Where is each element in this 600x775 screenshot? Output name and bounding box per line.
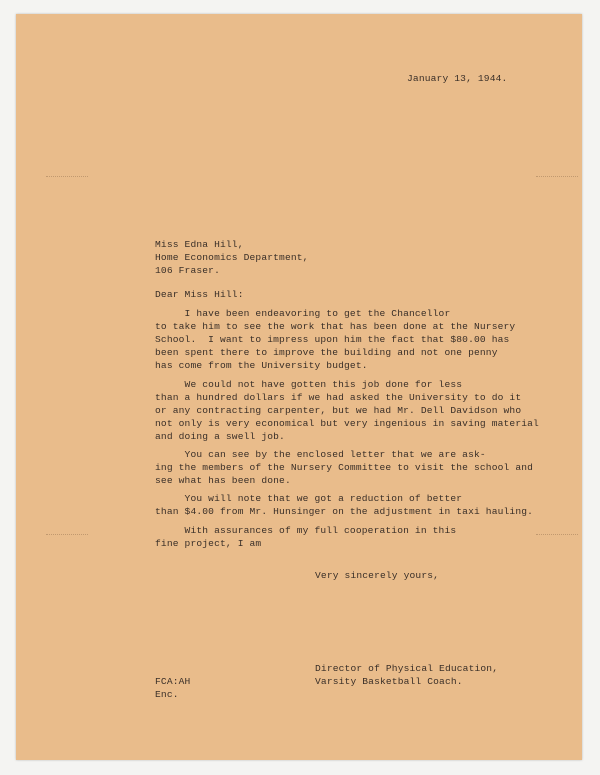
body-line: You can see by the enclosed letter that we are ask- — [155, 449, 486, 460]
margin-mark — [536, 176, 578, 178]
body-line: We could not have gotten this job done for less — [155, 379, 463, 390]
body-line: has come from the University budget. — [155, 360, 368, 371]
signature-title: Director of Physical Education, — [315, 663, 499, 674]
reference-initials: FCA:AH — [155, 676, 191, 687]
body-line: You will note that we got a reduction of better — [155, 493, 463, 504]
body-line: I have been endeavoring to get the Chancellor — [155, 308, 451, 319]
signature-title: Varsity Basketball Coach. — [315, 676, 463, 687]
body-line: and doing a swell job. — [155, 431, 285, 442]
body-line: School. I want to impress upon him the fact that $80.00 has — [155, 334, 510, 345]
recipient-line: Home Economics Department, — [155, 252, 309, 263]
body-line: With assurances of my full cooperation in this — [155, 525, 457, 536]
body-line: see what has been done. — [155, 475, 291, 486]
body-line: not only is very economical but very ingenious in saving material — [155, 418, 539, 429]
recipient-line: Miss Edna Hill, — [155, 239, 244, 250]
body-line: been spent there to improve the building and not one penny — [155, 347, 498, 358]
margin-mark — [46, 176, 88, 178]
recipient-line: 106 Fraser. — [155, 265, 220, 276]
enclosure-note: Enc. — [155, 689, 179, 700]
letter-date: January 13, 1944. — [407, 73, 508, 84]
body-line: fine project, I am — [155, 538, 262, 549]
closing: Very sincerely yours, — [315, 570, 440, 581]
body-line: than $4.00 from Mr. Hunsinger on the adjustment in taxi hauling. — [155, 506, 534, 517]
margin-mark — [46, 534, 88, 536]
margin-mark — [536, 534, 578, 536]
body-line: or any contracting carpenter, but we had Mr. Dell Davidson who — [155, 405, 522, 416]
body-line: than a hundred dollars if we had asked the University to do it — [155, 392, 522, 403]
salutation: Dear Miss Hill: — [155, 289, 244, 300]
body-line: ing the members of the Nursery Committee to visit the school and — [155, 462, 534, 473]
body-line: to take him to see the work that has been done at the Nursery — [155, 321, 516, 332]
